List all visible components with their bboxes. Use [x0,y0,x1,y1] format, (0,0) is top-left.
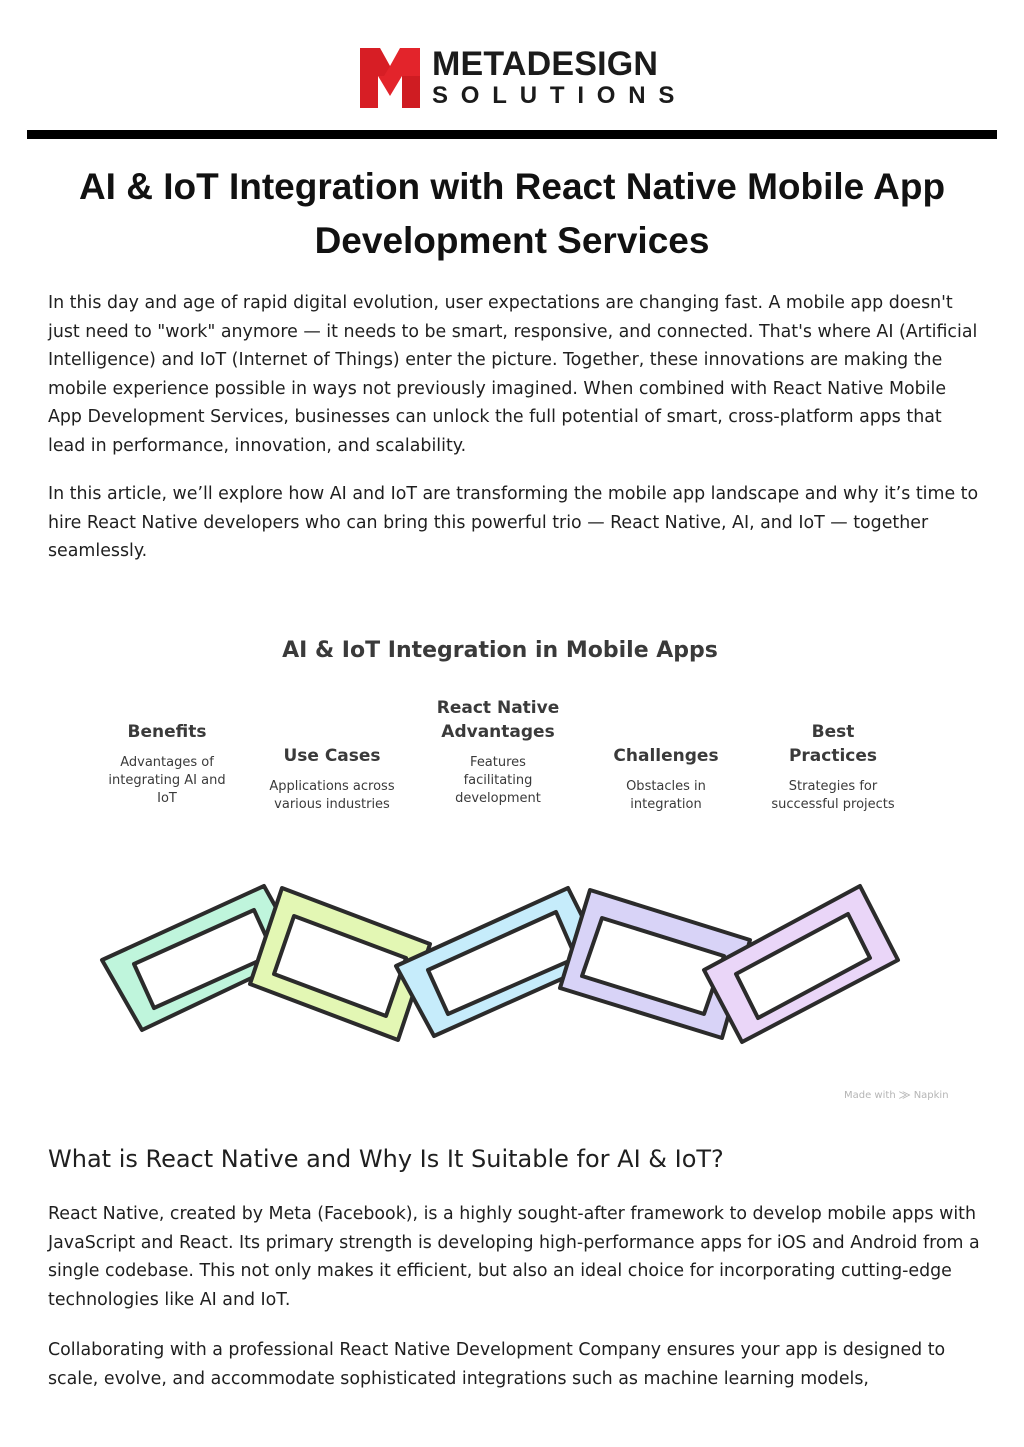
intro-paragraph-2: In this article, we’ll explore how AI and IoT are transforming the mobile app landscape and why it’s time to hire React Native developers who can bring this powerful trio — React Native, AI, and IoT — together seamlessly. [48,484,979,561]
step-title: Use Cases [283,746,381,766]
article-title: AI & IoT Integration with React Native Mobile App Development Services [78,166,946,261]
step-title: Benefits [127,722,207,742]
intro-paragraph-1: In this day and age of rapid digital evolution, user expectations are changing fast. A mobile app doesn't just need to "work" anymore — it needs to be smart, responsive, and connected. That's where AI (Artificial Intelligence) and IoT (Internet of Things) enter the picture. Together, these innovations are making the mobile experience possible in ways not previously imagined. When combined with React Native Mobile App Development Services, businesses can unlock the full potential of smart, cross-platform apps that lead in performance, innovation, and scalability. [48,293,978,456]
section-paragraph-2: Collaborating with a professional React Native Development Company ensures your app is designed to scale, evolve, and accommodate sophisticated integrations such as machine learning models, [48,1340,946,1389]
brand-name-bottom: SOLUTIONS [432,81,688,109]
metadesign-m-logo-icon [358,46,422,110]
step-title: React Native Advantages [436,698,560,742]
step-benefits [82,720,252,808]
step-title: Challenges [613,746,719,766]
step-description: Applications across various industries [269,779,395,812]
step-react-native-advantages [413,696,583,808]
step-description: Features facilitating development [455,755,541,806]
section-paragraph-1: React Native, created by Meta (Facebook), is a highly sought-after framework to develop mobile apps with JavaScript and React. Its primary strength is developing high-performance apps for iOS and Android from a single codebase. This not only makes it efficient, but also an ideal choice for incorporating cutting-edge technologies like AI and IoT. [48,1204,980,1310]
infographic [60,620,970,1120]
step-challenges [581,744,751,814]
infographic-title: AI & IoT Integration in Mobile Apps [282,638,718,663]
chain-links-illustration [90,860,910,1060]
step-description: Obstacles in integration [626,779,706,812]
section-heading: What is React Native and Why Is It Suitable for AI & IoT? [48,1145,724,1173]
step-description: Advantages of integrating AI and IoT [108,755,226,806]
header-divider [27,130,997,139]
step-title: Best Practices [788,722,878,766]
step-best-practices [748,720,918,814]
made-with-napkin-credit: Made with ⨠ Napkin [844,1090,949,1101]
step-use-cases [247,744,417,814]
brand-logo [358,46,687,110]
step-description: Strategies for successful projects [771,779,895,812]
brand-wordmark [432,44,688,110]
brand-name-top: METADESIGN [432,44,659,83]
